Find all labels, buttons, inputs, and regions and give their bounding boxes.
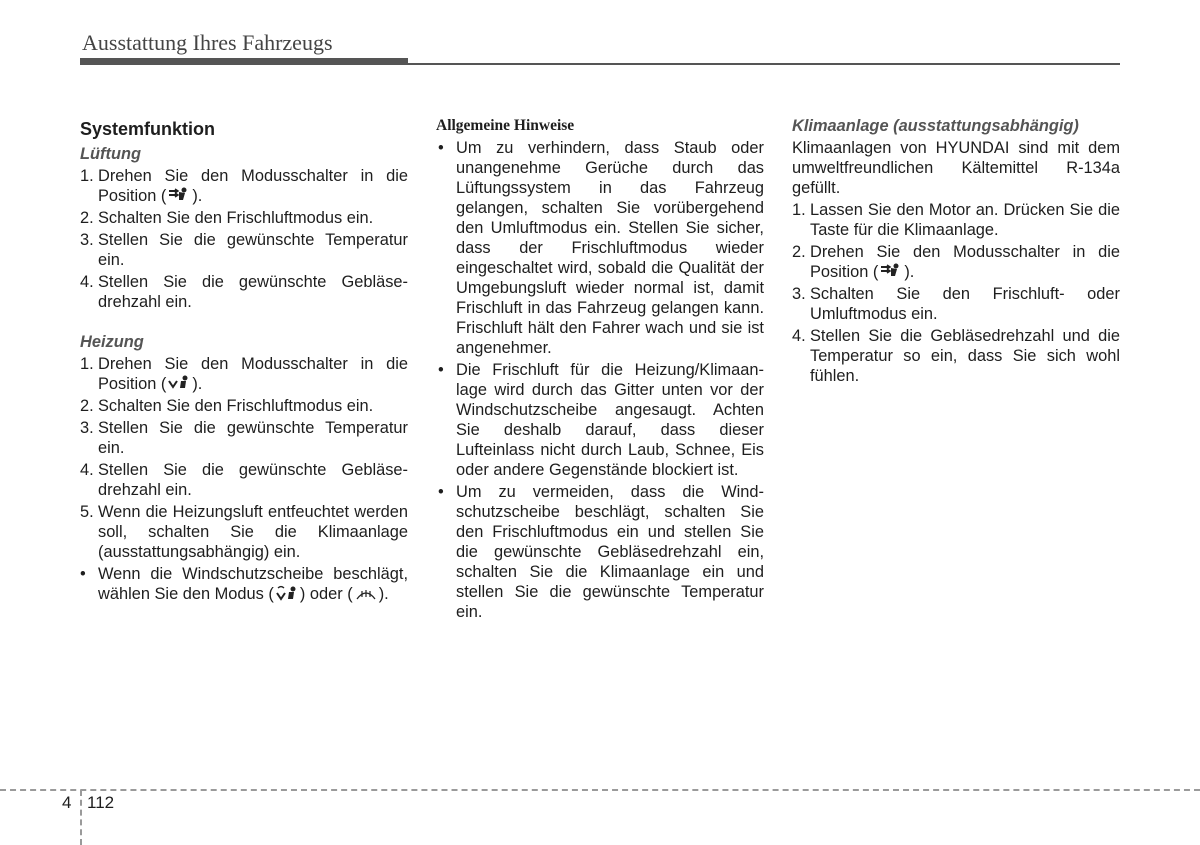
- step-text-end: ).: [192, 375, 203, 393]
- step-number: 4.: [80, 461, 94, 479]
- step-number: 1.: [80, 167, 94, 185]
- step-text-end: ).: [904, 263, 915, 281]
- step-number: 5.: [80, 503, 94, 521]
- bullet-item: [80, 564, 408, 604]
- step-text: Stellen Sie die gewünschte Temperatur ein.: [98, 231, 408, 269]
- step-text: Schalten Sie den Frischluftmodus ein.: [98, 397, 374, 415]
- bullet-item: [436, 138, 764, 358]
- step-text: Wenn die Heizungsluft entfeuchtet werden soll, schalten Sie die Klimaanlage (ausstattungsabhängig) ein.: [98, 503, 408, 561]
- column-system-function: [80, 116, 408, 606]
- step-number: 2.: [792, 243, 806, 261]
- vent-face-mode-icon: [168, 187, 190, 203]
- bullet-item: [436, 482, 764, 622]
- list-item: [80, 354, 408, 394]
- column-general-notes: [436, 116, 764, 624]
- bullet-item: [436, 360, 764, 480]
- section-header-title: Ausstattung Ihres Fahrzeugs: [82, 30, 333, 55]
- step-number: 3.: [792, 285, 806, 303]
- step-text: Schalten Sie den Frischluft- oder Umluftmodus ein.: [810, 285, 1120, 323]
- list-item: [80, 418, 408, 458]
- bullet-marker: •: [438, 139, 444, 157]
- list-item: [80, 166, 408, 206]
- list-item: [792, 200, 1120, 240]
- list-item: [792, 242, 1120, 282]
- subsection-heizung-title: Heizung: [80, 333, 144, 351]
- list-item: [792, 326, 1120, 386]
- list-item: [80, 208, 408, 228]
- vent-face-mode-icon: [880, 263, 902, 279]
- subsection-lueftung-title: Lüftung: [80, 145, 141, 163]
- bullet-text-mid: ) oder (: [299, 585, 353, 603]
- list-item: [80, 502, 408, 562]
- defrost-icon: [355, 585, 377, 601]
- step-number: 3.: [80, 419, 94, 437]
- bullet-marker: •: [438, 483, 444, 501]
- list-item: [80, 272, 408, 312]
- step-number: 2.: [80, 209, 94, 227]
- step-text: Drehen Sie den Modusschalter in die Position (: [98, 167, 408, 205]
- bullet-text: Die Frischluft für die Heizung/Klimaan-lage wird durch das Gitter unten vor der Windschutzscheibe angesaugt. Achten Sie deshalb darauf, dass dieser Lufteinlass nicht durch Laub, Schnee, Eis oder andere Gegenstände blockiert ist.: [456, 361, 764, 479]
- step-number: 3.: [80, 231, 94, 249]
- bullet-text: Um zu verhindern, dass Staub oder unangenehme Gerüche durch das Lüftungssystem in das Fahrzeug gelangen, schalten Sie vorübergehend den Umluftmodus ein. Stellen Sie sicher, dass der Frischluftmodus wieder eingeschaltet wird, sobald die Qualität der Umgebungsluft wieder normal ist, damit Frischluft in das Fahrzeug gelangen kann. Frischluft hält den Fahrer wach und sie ist angenehmer.: [456, 139, 764, 357]
- list-item: [80, 230, 408, 270]
- bullet-text: Um zu vermeiden, dass die Wind-schutzscheibe beschlägt, schalten Sie den Frischluftmodus ein und stellen Sie die gewünschte Gebläsedrehzahl ein, schalten Sie die Klimaanlage ein und stellen Sie die gewünschte Temperatur ein.: [456, 483, 764, 621]
- step-text: Stellen Sie die Gebläsedrehzahl und die Temperatur so ein, dass Sie sich wohl fühlen.: [810, 327, 1120, 385]
- header-bar: [80, 58, 408, 65]
- step-text: Lassen Sie den Motor an. Drücken Sie die Taste für die Klimaanlage.: [810, 201, 1120, 239]
- list-item: [792, 284, 1120, 324]
- step-text: Stellen Sie die gewünschte Temperatur ein.: [98, 419, 408, 457]
- floor-mode-icon: [168, 375, 190, 391]
- step-number: 1.: [792, 201, 806, 219]
- header-rule: [408, 63, 1120, 65]
- section-heading: Systemfunktion: [80, 119, 216, 139]
- list-item: [80, 396, 408, 416]
- page-number: 112: [87, 793, 115, 812]
- footer-dashed-divider: [80, 790, 82, 845]
- step-text: Drehen Sie den Modusschalter in die Position (: [98, 355, 408, 393]
- bullet-text: Wenn die Windschutzscheibe beschlägt, wählen Sie den Modus (: [98, 565, 408, 603]
- footer-dashed-rule: [0, 789, 1200, 791]
- step-number: 4.: [792, 327, 806, 345]
- column-air-conditioning: [792, 116, 1120, 388]
- step-text: Drehen Sie den Modusschalter in die Position (: [810, 243, 1120, 281]
- step-number: 1.: [80, 355, 94, 373]
- step-text: Stellen Sie die gewünschte Gebläse-drehzahl ein.: [98, 273, 408, 311]
- chapter-number: 4: [62, 793, 72, 812]
- step-number: 4.: [80, 273, 94, 291]
- step-text: Schalten Sie den Frischluftmodus ein.: [98, 209, 374, 227]
- notes-title: Allgemeine Hinweise: [436, 117, 575, 134]
- step-text-end: ).: [192, 187, 203, 205]
- ac-title: Klimaanlage (ausstattungsabhängig): [792, 117, 1079, 135]
- bullet-text-end: ).: [378, 585, 389, 603]
- step-number: 2.: [80, 397, 94, 415]
- ac-intro: Klimaanlagen von HYUNDAI sind mit dem umweltfreundlichen Kältemittel R-134a gefüllt.: [792, 139, 1120, 197]
- step-text: Stellen Sie die gewünschte Gebläse-drehzahl ein.: [98, 461, 408, 499]
- bullet-marker: •: [80, 565, 86, 583]
- list-item: [80, 460, 408, 500]
- floor-defrost-mode-icon: [276, 585, 298, 601]
- bullet-marker: •: [438, 361, 444, 379]
